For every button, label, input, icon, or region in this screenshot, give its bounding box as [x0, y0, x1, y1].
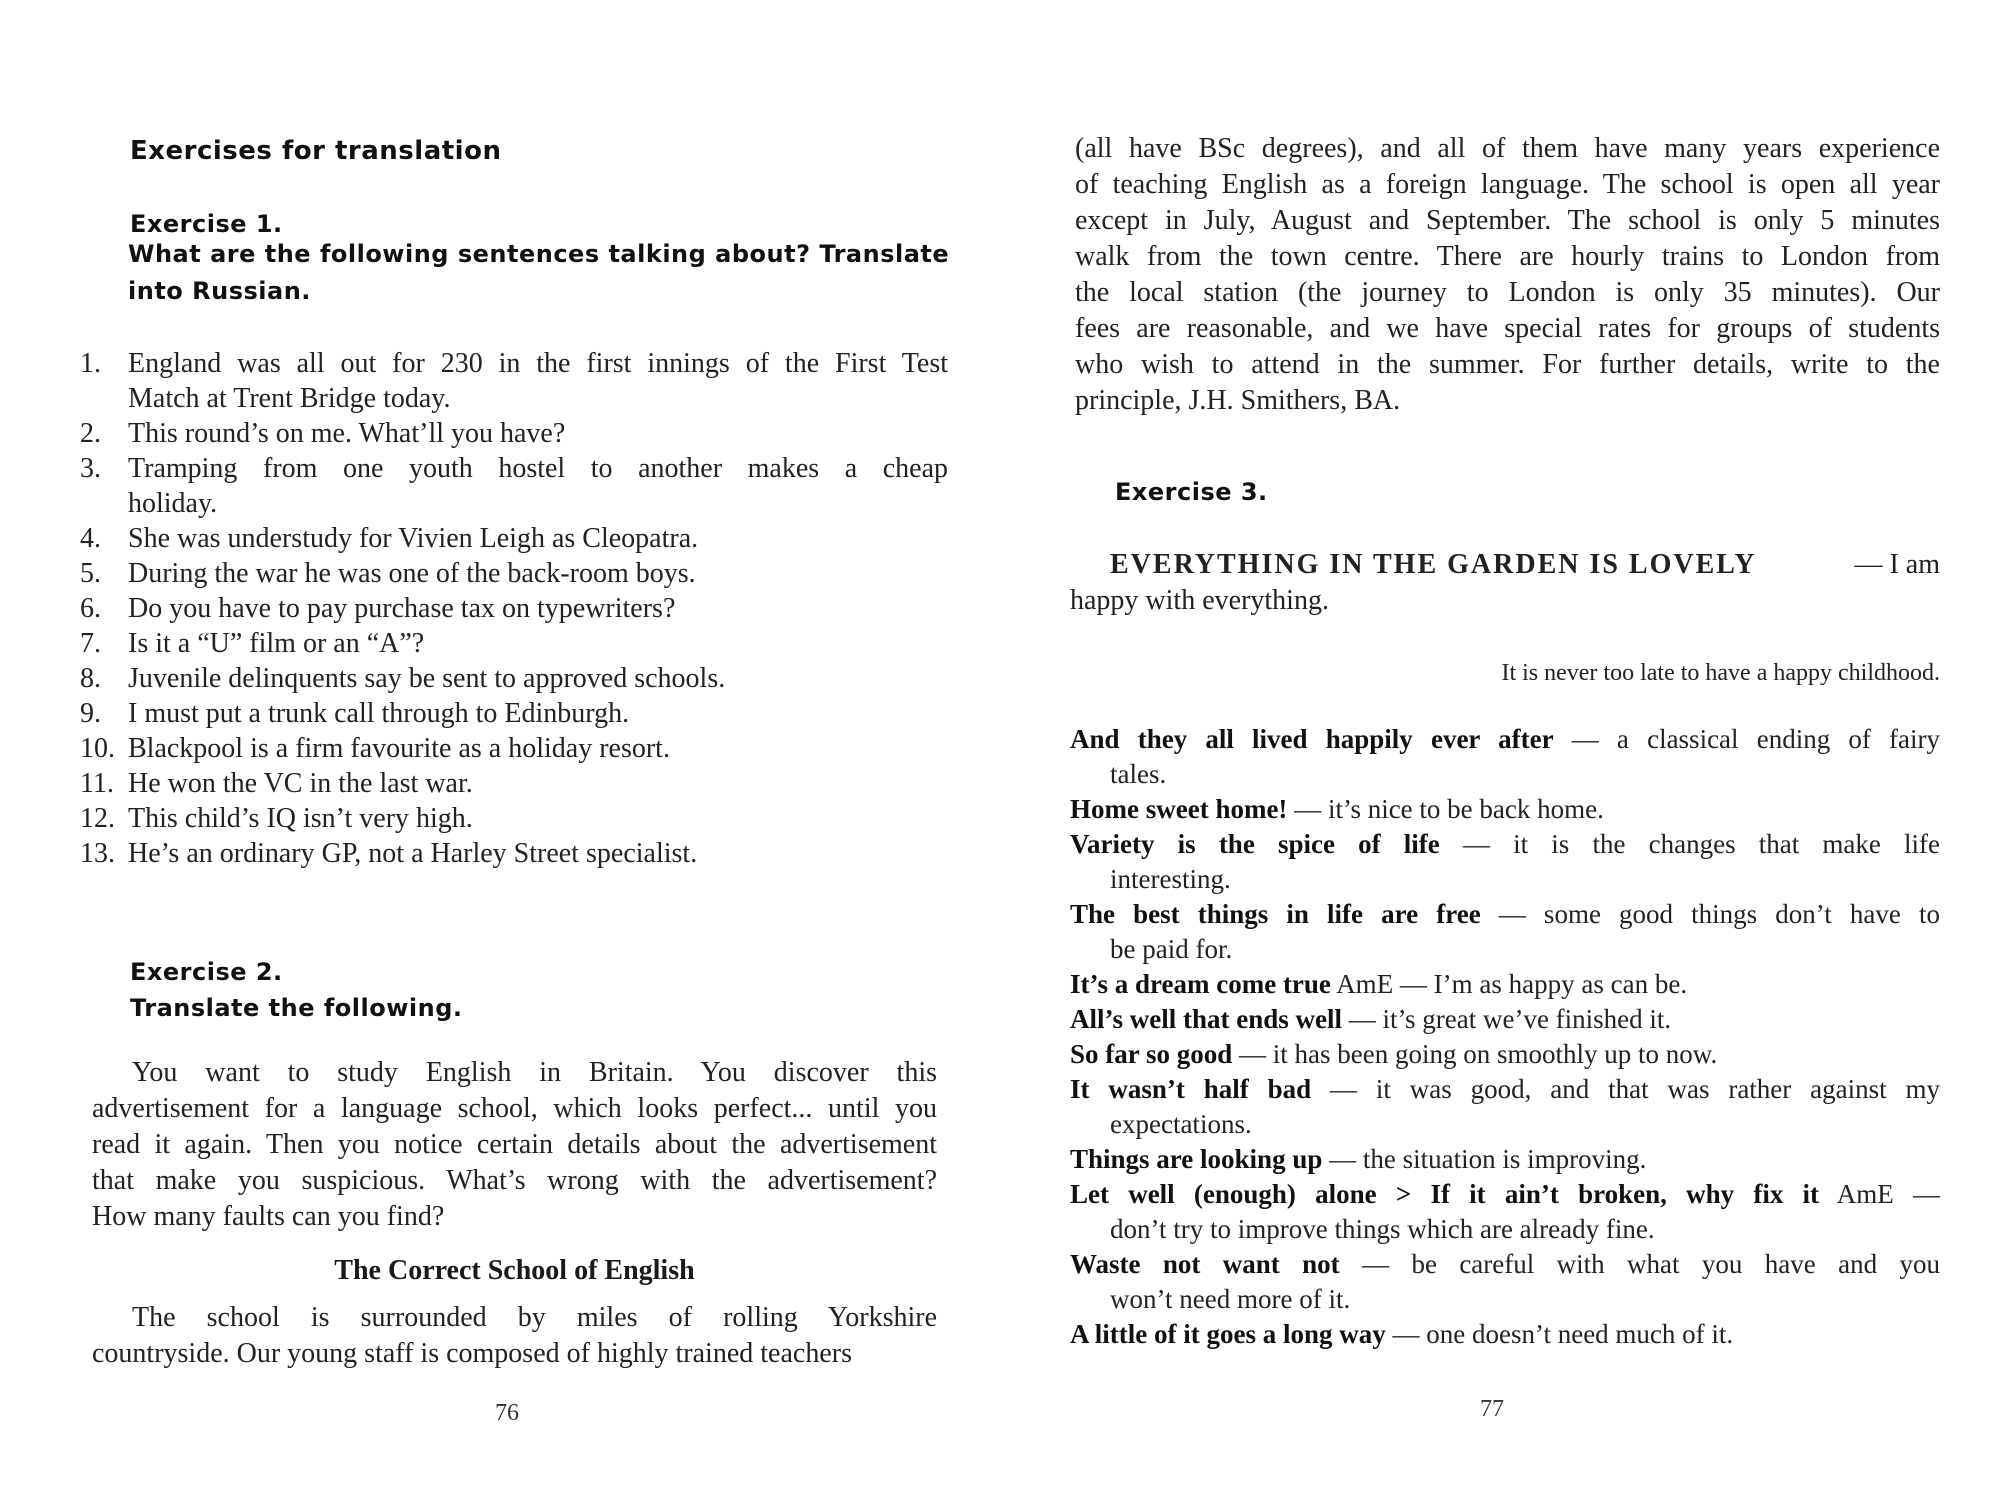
page-number-right: 77	[1480, 1396, 1504, 1422]
sentence-item	[80, 836, 948, 871]
sentence-line: Tramping from one youth hostel to another makes a cheap	[128, 453, 948, 484]
idiom-phrase: The best things in life are free	[1070, 899, 1481, 929]
idiom-item	[1070, 1142, 1940, 1177]
idiom-phrase: It’s a dream come true	[1070, 969, 1331, 999]
paragraph-line: walk from the town centre. There are hourly trains to London from	[1075, 241, 1940, 272]
paragraph-line: You want to study English in Britain. You discover this	[132, 1057, 937, 1088]
paragraph-line: that make you suspicious. What’s wrong with the advertisement?	[92, 1165, 937, 1196]
exercise2-title: Exercise 2.	[130, 958, 283, 986]
idiom-line	[1070, 1002, 1940, 1037]
sentence-line: Do you have to pay purchase tax on typewriters?	[128, 593, 676, 624]
idiom-meaning-continued: tales.	[1110, 759, 1167, 789]
idiom-item	[1070, 827, 1940, 897]
sentence-line: She was understudy for Vivien Leigh as Cleopatra.	[128, 523, 699, 554]
sentence-number: 11.	[80, 768, 114, 799]
exercise2-intro-paragraph	[92, 1055, 937, 1235]
paragraph-line: except in July, August and September. The school is only 5 minutes	[1075, 205, 1940, 236]
idiom-phrase: Let well (enough) alone > If it ain’t broken, why fix it	[1070, 1179, 1820, 1209]
sentence-number: 1.	[80, 348, 101, 379]
idiom-item	[1070, 897, 1940, 967]
sentence-line: Blackpool is a firm favourite as a holiday resort.	[128, 733, 670, 764]
paragraph-line: fees are reasonable, and we have special rates for groups of students	[1075, 313, 1940, 344]
idiom-item	[1070, 1317, 1940, 1352]
idiom-meaning: — the situation is improving.	[1329, 1144, 1647, 1174]
sentence-line: I must put a trunk call through to Edinburgh.	[128, 698, 630, 729]
sentence-number: 12.	[80, 803, 115, 834]
idiom-line	[1070, 967, 1940, 1002]
sentence-item	[80, 731, 948, 766]
sentence-number: 13.	[80, 838, 115, 869]
paragraph-line: who wish to attend in the summer. For further details, write to the	[1075, 349, 1940, 380]
idiom-phrase: It wasn’t half bad	[1070, 1074, 1312, 1104]
paragraph-line: countryside. Our young staff is composed of highly trained teachers	[92, 1338, 852, 1369]
sentence-number: 5.	[80, 558, 101, 589]
sentence-number: 2.	[80, 418, 101, 449]
idiom-phrase: Home sweet home!	[1070, 794, 1288, 824]
exercise1-title: Exercise 1.	[130, 210, 283, 238]
idiom-phrase: Waste not want not	[1070, 1249, 1340, 1279]
sentence-number: 3.	[80, 453, 101, 484]
sentence-line: This child’s IQ isn’t very high.	[128, 803, 473, 834]
idiom-line	[1070, 1037, 1940, 1072]
sentence-item	[80, 451, 948, 521]
section-heading: Exercises for translation	[130, 136, 502, 166]
right-page	[1000, 0, 2000, 1497]
paragraph-line: of teaching English as a foreign language. The school is open all year	[1075, 169, 1940, 200]
idiom-item	[1070, 1037, 1940, 1072]
sentence-line: He’s an ordinary GP, not a Harley Street specialist.	[128, 838, 698, 869]
sentence-line-continued: Match at Trent Bridge today.	[128, 383, 451, 414]
sentence-line: Is it a “U” film or an “A”?	[128, 628, 425, 659]
idiom-meaning: — it is the changes that make life	[1462, 829, 1941, 859]
idiom-item	[1070, 722, 1940, 792]
sentence-number: 10.	[80, 733, 115, 764]
idiom-meaning: — one doesn’t need much of it.	[1392, 1319, 1734, 1349]
idiom-line	[1070, 792, 1940, 827]
exercise1-sentence-list	[80, 346, 948, 871]
idiom-phrase: A little of it goes a long way	[1070, 1319, 1386, 1349]
idiom-list	[1070, 722, 1940, 1352]
main-idiom-block	[1070, 547, 1940, 619]
idiom-meaning: — it was good, and that was rather against my	[1330, 1074, 1940, 1104]
paragraph-line: How many faults can you find?	[92, 1201, 445, 1232]
idiom-line	[1070, 1142, 1940, 1177]
paragraph-line: the local station (the journey to London is only 35 minutes). Our	[1075, 277, 1940, 308]
idiom-line	[1070, 1317, 1940, 1352]
sentence-item	[80, 556, 948, 591]
main-idiom: EVERYTHING IN THE GARDEN IS LOVELY	[1110, 549, 1757, 580]
idiom-item	[1070, 1177, 1940, 1247]
advertisement-title: The Correct School of English	[334, 1255, 695, 1286]
advertisement-text-continued	[1075, 131, 1940, 419]
sentence-number: 6.	[80, 593, 101, 624]
idiom-phrase: So far so good	[1070, 1039, 1233, 1069]
idiom-meaning: — it has been going on smoothly up to now.	[1239, 1039, 1718, 1069]
idiom-meaning-continued: won’t need more of it.	[1110, 1284, 1351, 1314]
sentence-line-continued: holiday.	[128, 488, 218, 519]
sentence-line: He won the VC in the last war.	[128, 768, 473, 799]
paragraph-line: The school is surrounded by miles of rolling Yorkshire	[132, 1302, 937, 1333]
sentence-item	[80, 626, 948, 661]
sentence-number: 7.	[80, 628, 101, 659]
idiom-line	[1070, 1072, 1940, 1107]
sentence-number: 4.	[80, 523, 101, 554]
idiom-line	[1070, 897, 1940, 932]
idiom-meaning: AmE — I’m as happy as can be.	[1336, 969, 1688, 999]
sentence-item	[80, 661, 948, 696]
sentence-line: During the war he was one of the back-room boys.	[128, 558, 696, 589]
main-idiom-meaning-start: — I am	[1854, 549, 1940, 580]
idiom-phrase: All’s well that ends well	[1070, 1004, 1342, 1034]
sentence-item	[80, 416, 948, 451]
sentence-number: 9.	[80, 698, 101, 729]
sentence-item	[80, 346, 948, 416]
page-number-left: 76	[495, 1400, 519, 1426]
idiom-phrase: And they all lived happily ever after	[1070, 724, 1554, 754]
main-idiom-line	[1070, 547, 1940, 583]
exercise1-instruction-line2: into Russian.	[128, 277, 311, 305]
idiom-line	[1070, 1247, 1940, 1282]
idiom-meaning: — it’s great we’ve finished it.	[1348, 1004, 1672, 1034]
idiom-phrase: Variety is the spice of life	[1070, 829, 1440, 859]
idiom-meaning: — a classical ending of fairy	[1571, 724, 1941, 754]
advertisement-text-start	[92, 1300, 937, 1372]
exercise2-instruction: Translate the following.	[130, 994, 463, 1022]
idiom-meaning: — be careful with what you have and you	[1362, 1249, 1941, 1279]
idiom-meaning-continued: interesting.	[1110, 864, 1231, 894]
sentence-item	[80, 801, 948, 836]
paragraph-line: (all have BSc degrees), and all of them have many years experience	[1075, 133, 1940, 164]
idiom-line	[1070, 827, 1940, 862]
sentence-number: 8.	[80, 663, 101, 694]
idiom-item	[1070, 1002, 1940, 1037]
idiom-item	[1070, 792, 1940, 827]
idiom-line	[1070, 1177, 1940, 1212]
sentence-line: England was all out for 230 in the first innings of the First Test	[128, 348, 948, 379]
exercise3-title: Exercise 3.	[1115, 478, 1268, 506]
idiom-meaning: AmE —	[1836, 1179, 1940, 1209]
idiom-meaning: — some good things don’t have to	[1498, 899, 1940, 929]
idiom-phrase: Things are looking up	[1070, 1144, 1323, 1174]
paragraph-line: principle, J.H. Smithers, BA.	[1075, 385, 1401, 416]
quote: It is never too late to have a happy childhood.	[1501, 660, 1940, 686]
sentence-item	[80, 521, 948, 556]
sentence-item	[80, 766, 948, 801]
idiom-item	[1070, 967, 1940, 1002]
idiom-meaning-continued: be paid for.	[1110, 934, 1233, 964]
idiom-item	[1070, 1072, 1940, 1142]
exercise1-instruction	[128, 236, 958, 310]
paragraph-line: advertisement for a language school, which looks perfect... until you	[92, 1093, 937, 1124]
idiom-line	[1070, 722, 1940, 757]
idiom-item	[1070, 1247, 1940, 1317]
main-idiom-meaning-end: happy with everything.	[1070, 585, 1329, 616]
sentence-item	[80, 696, 948, 731]
sentence-line: This round’s on me. What’ll you have?	[128, 418, 566, 449]
paragraph-line: read it again. Then you notice certain details about the advertisement	[92, 1129, 937, 1160]
idiom-meaning-continued: don’t try to improve things which are already fine.	[1110, 1214, 1655, 1244]
sentence-line: Juvenile delinquents say be sent to approved schools.	[128, 663, 726, 694]
idiom-meaning-continued: expectations.	[1110, 1109, 1252, 1139]
sentence-item	[80, 591, 948, 626]
idiom-meaning: — it’s nice to be back home.	[1294, 794, 1604, 824]
exercise1-instruction-line1: What are the following sentences talking about? Translate	[128, 240, 950, 268]
